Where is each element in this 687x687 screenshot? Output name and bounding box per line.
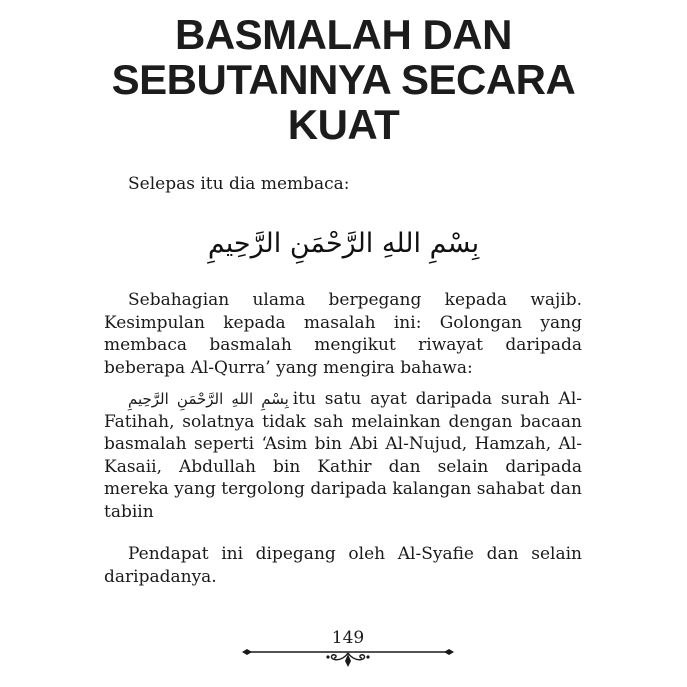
page-number: 149	[331, 628, 365, 648]
page-footer	[240, 626, 456, 670]
paragraph-1-text: Sebahagian ulama berpegang kepada wajib. Kesimpulan kepada masalah ini: Golongan yang membaca basmalah mengikut riwayat daripada beberapa Al-Qurra’ yang mengira bahawa:	[104, 290, 582, 378]
chapter-title-line-1: BASMALAH DAN	[175, 11, 512, 58]
paragraph-1	[104, 289, 582, 379]
basmalah-inline-arabic: بِسْمِ اللهِ الرَّحْمَنِ الرَّحِيمِ	[128, 390, 289, 408]
basmalah-arabic: بِسْمِ اللهِ الرَّحْمَنِ الرَّحِيمِ	[207, 228, 480, 259]
chapter-title-line-2: SEBUTANNYA SECARA	[111, 56, 576, 103]
chapter-title-line-3: KUAT	[287, 101, 400, 148]
paragraph-3-text: Pendapat ini dipegang oleh Al-Syafie dan selain daripadanya.	[104, 544, 582, 587]
chapter-title	[80, 12, 607, 147]
paragraph-2	[104, 388, 582, 523]
intro-line: Selepas itu dia membaca:	[128, 174, 350, 194]
paragraph-3	[104, 543, 582, 588]
paragraph-2-text: itu satu ayat daripada surah Al-Fatihah, solatnya tidak sah melainkan dengan bacaan basmalah seperti ‘Asim bin Abi Al-Nujud, Hamzah, Al-Kasaii, Abdullah bin Kathir dan selain daripada mereka yang tergolong daripada kalangan sahabat dan tabiin	[104, 389, 583, 522]
